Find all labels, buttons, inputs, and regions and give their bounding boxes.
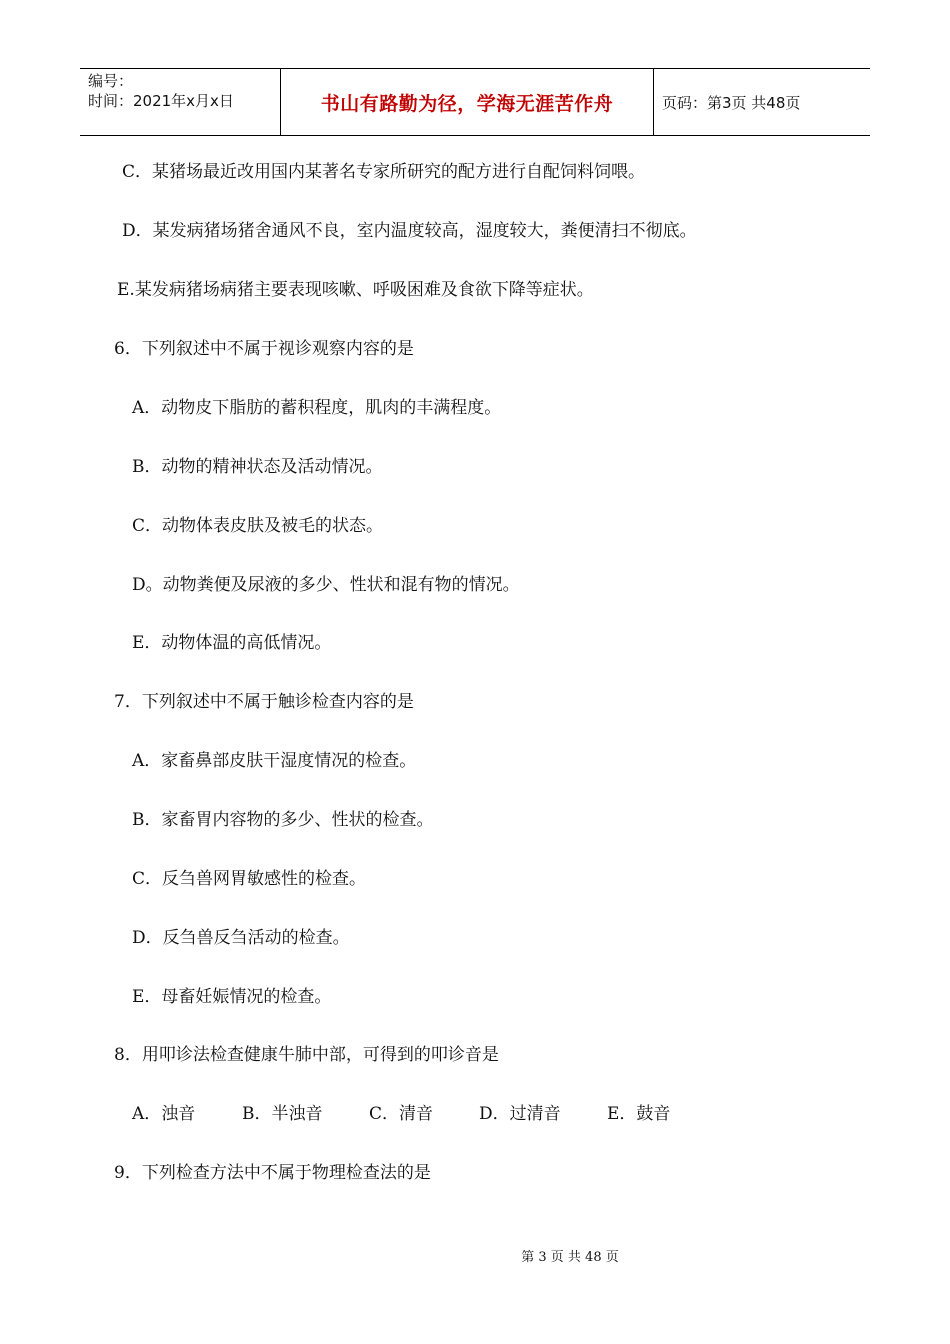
option-line: A．家畜鼻部皮肤干湿度情况的检查。	[132, 751, 417, 771]
option-line: C．某猪场最近改用国内某著名专家所研究的配方进行自配饲料饲喂。	[122, 162, 646, 182]
option-line: B．动物的精神状态及活动情况。	[132, 457, 383, 477]
q8-option-b: B．半浊音	[242, 1104, 323, 1124]
motto: 书山有路勤为径，学海无涯苦作舟	[320, 92, 614, 115]
question-line: 6．下列叙述中不属于视诊观察内容的是	[114, 339, 414, 359]
question-line: 8．用叩诊法检查健康牛肺中部，可得到的叩诊音是	[114, 1045, 499, 1065]
option-line: B．家畜胃内容物的多少、性状的检查。	[132, 810, 434, 830]
option-line: E．动物体温的高低情况。	[132, 633, 332, 653]
footer-page-number: 第 3 页 共 48 页	[521, 1250, 619, 1265]
option-line: C．动物体表皮肤及被毛的状态。	[132, 516, 384, 536]
option-line: C．反刍兽网胃敏感性的检查。	[132, 869, 367, 889]
option-line: D．某发病猪场猪舍通风不良，室内温度较高，湿度较大，粪便清扫不彻底。	[122, 221, 697, 241]
option-line: D。动物粪便及尿液的多少、性状和混有物的情况。	[132, 575, 520, 595]
option-line: D．反刍兽反刍活动的检查。	[132, 928, 350, 948]
page-header	[80, 68, 870, 136]
option-line: E．母畜妊娠情况的检查。	[132, 987, 332, 1007]
q8-option-d: D．过清音	[479, 1104, 561, 1124]
option-line: A．动物皮下脂肪的蓄积程度，肌肉的丰满程度。	[132, 398, 502, 418]
page-info: 页码：第3页 共48页	[662, 93, 801, 112]
option-line: E.某发病猪场病猪主要表现咳嗽、呼吸困难及食欲下降等症状。	[117, 280, 594, 300]
q8-option-a: A．浊音	[132, 1104, 196, 1124]
header-motto-cell	[280, 69, 654, 135]
header-meta	[80, 69, 280, 135]
q8-option-c: C．清音	[369, 1104, 434, 1124]
question-line: 9．下列检查方法中不属于物理检查法的是	[114, 1163, 431, 1183]
time-label: 时间：2021年x月x日	[88, 92, 234, 110]
number-label: 编号：	[88, 72, 134, 90]
q8-options	[132, 1102, 670, 1126]
question-line: 7．下列叙述中不属于触诊检查内容的是	[114, 692, 414, 712]
header-page-info	[654, 69, 870, 135]
q8-option-e: E．鼓音	[607, 1104, 671, 1124]
page-footer	[0, 1246, 950, 1265]
